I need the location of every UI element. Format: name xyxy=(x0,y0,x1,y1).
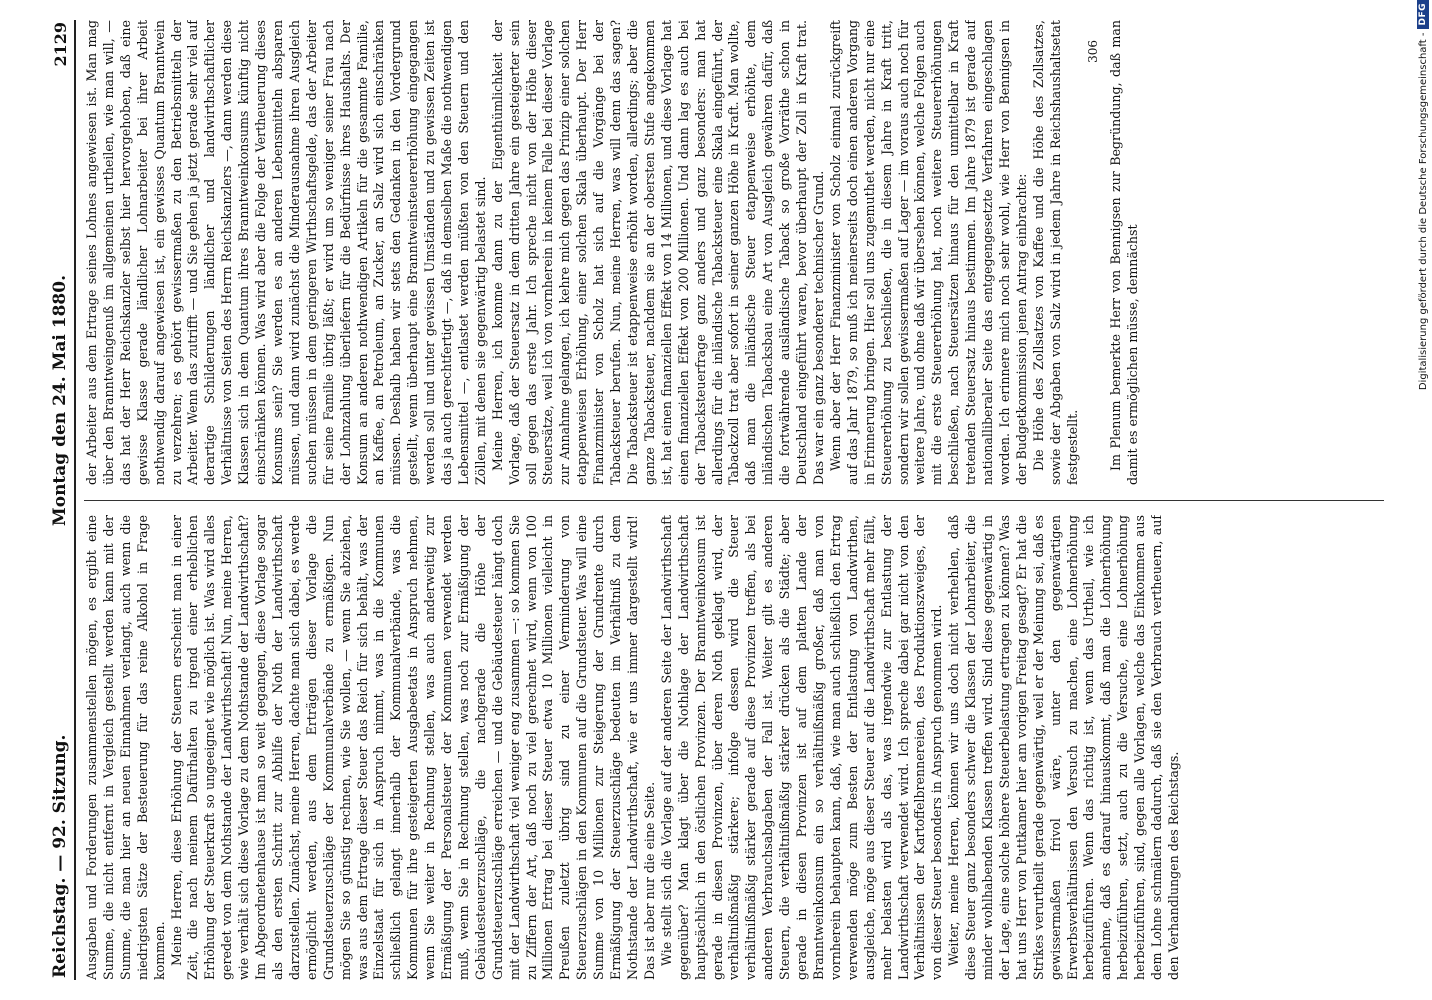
text-column-right xyxy=(84,20,1384,485)
header-left: Reichstag. — 92. Sitzung. xyxy=(50,734,70,978)
dfg-logo: DFG xyxy=(1417,0,1429,29)
column-divider xyxy=(84,500,1384,501)
paragraph: Wie stellt sich die Vorlage auf der anderen Seite der Landwirthschaft gegenüber? Man klagt über die Nothlage der Landwirthschaft hauptsächlich in den östlichen Provinzen. Der Branntweinkonsum ist gerade in diesen Provinzen, über deren Noth geklagt wird, der verhältnißmäßig stärkere; infolge dessen wird die Steuer verhältnißmäßig stärker gerade auf diese Provinzen treffen, als bei anderen Verbrauchsabgaben der Fall ist. Weiter gilt es anderen Steuern, die verhältnißmäßig stärker drücken als die Städte; aber gerade in diesen Provinzen ist auf dem platten Lande der Branntweinkonsum ein so verhältnißmäßig großer, daß man von vornherein behaupten kann, daß, wie man auch schließlich den Ertrag verwenden möge zum Besten der Entlastung von Landwirthen, ausgleiche, möge aus dieser Steuer auf die Landwirthschaft mehr fällt, mehr belasten wird als das, was irgendwie zur Entlastung der Landwirthschaft verwendet wird. Ich spreche dabei gar nicht von den Verhältnissen der Kartoffelbrennereien, des Produktionszweiges, der von dieser Steuer besonders in Anspruch genommen wird. xyxy=(658,515,945,980)
digitization-credit xyxy=(1414,0,1432,1000)
signature-mark: 306 xyxy=(1086,40,1101,63)
paragraph: Meine Herren, ich komme dann zu der Eigenthümlichkeit der Vorlage, daß der Steuersatz in dem dritten Jahre ein gesteigerter sein soll gegen das erste Jahr. Ich spreche nicht von der Höhe dieser Steuersätze, weil ich von vornherein in keinem Falle bei dieser Vorlage zur Annahme gelangen, ich kehre mich gegen das Prinzip einer solchen etappenweisen Erhöhung, einer solchen Skala überhaupt. Der Herr Finanzminister von Scholz hat sich auf die Vorgänge bei der Tabacksteuer berufen. Nun, meine Herren, was will denn das sagen? Die Tabacksteuer ist etappenweise erhöht worden, allerdings; aber die ganze Tabacksteuer, nachdem sie an der obersten Stufe angekommen ist, hat einen finanziellen Effekt von 14 Millionen, und diese Vorlage hat einen finanziellen Effekt von 200 Millionen. Und dann lag es auch bei der Tabacksteuerfrage ganz anders und ganz besonders: man hat allerdings für die inländische Tabacksteuer eine Skala eingeführt, der Tabackzoll trat aber sofort in seiner ganzen Höhe in Kraft. Man wollte, daß man die inländische Steuer etappenweise erhöhte, dem inländischen Tabacksbau eine Art von Ausgleich gewähren dafür, daß die fortwährende ausländische Taback so große Vorräthe schon in Deutschland eingeführt waren, bevor überhaupt der Zoll in Kraft trat. Das war ein ganz besonderer technischer Grund. xyxy=(489,20,826,485)
page-header xyxy=(36,20,76,980)
text-column-left xyxy=(84,515,1384,980)
paragraph: Weiter, meine Herren, können wir uns doch nicht verhehlen, daß diese Steuer ganz besonders schwer die Klassen der Lohnarbeiter, die minder wohlhabenden Klassen treffen wird. Sind diese gegenwärtig in der Lage, eine solche höhere Steuerbelastung ertragen zu können? Was hat uns Herr von Puttkamer hier am vorigen Freitag gesagt? Er hat die Strikes verurtheilt gerade gegenwärtig, weil er der Meinung sei, daß es gewissermaßen frivol wäre, unter den gegenwärtigen Erwerbsverhältnissen den Versuch zu machen, eine Lohnerhöhung herbeizuführen. Wenn das richtig ist, wenn das Urtheil, wie ich annehme, daß es darauf hinauskommt, daß man die Lohnerhöhung herbeizuführen, setzt, auch zu die Versuche, eine Lohnerhöhung herbeizuführen, sind, gegen alle Vorlagen, welche das Einkommen aus dem Lohne schmälern dadurch, daß sie den Verbrauch vertheuern, auf den Verhandlungen des Reichstags. xyxy=(946,515,1181,980)
quoted-motion: Die Höhe des Zollsatzes von Kaffee und die Höhe des Zollsatzes, sowie der Abgaben von Salz wird in jedem Jahre in Reichshaushaltsetat festgestellt. xyxy=(1030,20,1080,485)
rotated-page-content xyxy=(36,20,1396,980)
paragraph: Im Plenum bemerkte Herr von Bennigsen zur Begründung, daß man damit es ermöglichen müsse, demnächst xyxy=(1108,20,1141,485)
paragraph: Wenn aber der Herr Finanzminister von Scholz einmal zurückgreift auf das Jahr 1879, so muß ich meinerseits doch einen anderen Vorgang in Erinnerung bringen. Hier soll uns zugemuthet werden, nicht nur eine Steuererhöhung zu beschließen, die in diesem Jahre in Kraft tritt, sondern wir sollen gewissermaßen auf Lager — im voraus auch noch für weitere Jahre, und ohne daß wir übersehen können, welche Folgen auch mit die erste Steuererhöhung hat, noch weitere Steuererhöhungen beschließen, nach Steuersätzen hinaus für den unmittelbar in Kraft tretenden Steuersatz hinaus bestimmen. Im Jahre 1879 ist gerade auf nationalliberaler Seite das entgegengesetzte Verfahren eingeschlagen worden. Ich erinnere mich noch sehr wohl, wie Herr von Bennigsen in der Budgetkommission jenen Antrag einbrachte: xyxy=(827,20,1029,485)
paragraph: Meine Herren, diese Erhöhung der Steuern erscheint man in einer Zeit, die nach meinem Dafürhalten zu irgend einer erheblichen Erhöhung der Steuerkraft so ungeeignet wie möglich ist. Was wird alles geredet von dem Nothstande der Landwirthschaft! Nun, meine Herren, wie verhält sich diese Vorlage zu dem Nothstande der Landwirthschaft? Im Abgeordnetenhause ist man so weit gegangen, diese Vorlage sogar als den ersten Schritt zur Abhilfe der Noth der Landwirthschaft darzustellen. Zunächst, meine Herren, dachte man sich dabei, es werde ermöglicht werden, aus dem Erträgen dieser Vorlage die Grundsteuerzuschläge der Kommunalverbände zu ermäßigen. Nun mögen Sie so günstig rechnen, wie Sie wollen, — wenn Sie abziehen, was aus dem Ertrage dieser Steuer das Reich für sich behält, was der Einzelstaat für sich in Anspruch nimmt, was in die Kommunen schließlich gelangt innerhalb der Kommunalverbände, was die Kommunen für ihre gesteigerten Ausgabeetats in Anspruch nehmen, wenn Sie weiter in Rechnung stellen, was auch anderweitig zur Ermäßigung der Personalsteuer der Kommunen verwendet werden muß, wenn Sie in Rechnung stellen, was noch zur Ermäßigung der Gebäudesteuerzuschläge, die nachgerade die Höhe der Grundsteuerzuschläge erreichen — und die Gebäudesteuer hängt doch mit der Landwirthschaft viel weniger eng zusammen —: so kommen Sie zu Ziffern der Art, daß noch zu viel gerechnet wird, wenn von 100 Millionen Ertrag bei dieser Steuer etwa 10 Millionen vielleicht in Preußen zuletzt übrig sind zu einer Verminderung von Steuerzuschlägen in den Kommunen auf die Grundsteuer. Was will eine Summe von 10 Millionen zur Steigerung der Grundrente durch Ermäßigung der Steuerzuschläge bedeuten im Verhältniß zu dem Nothstande der Landwirthschaft, wie er uns immer dargestellt wird! Das ist aber nur die eine Seite. xyxy=(168,515,657,980)
header-date: Montag den 24. Mai 1880. xyxy=(50,274,70,527)
page-number: 2129 xyxy=(51,22,70,67)
paragraph: Ausgaben und Forderungen zusammenstellen mögen, es ergibt eine Summe, die nicht entfernt in Vergleich gestellt werden kann mit der Summe, die man hier an neuen Einnahmen verlangt, auch wenn die niedrigsten Sätze der Besteuerung für das reine Alkohol in Frage kommen. xyxy=(84,515,167,980)
credit-text: Digitalisierung gefördert durch die Deutsche Forschungsgemeinschaft - xyxy=(1417,32,1429,391)
paragraph: der Arbeiter aus dem Ertrage seines Lohnes angewiesen ist. Man mag über den Branntweingenuß im allgemeinen urtheilen, wie man will, — das hat der Herr Reichskanzler selbst hier hervorgehoben, daß eine gewisse Klasse gerade ländlicher Lohnarbeiter bei ihrer Arbeit nothwendig darauf angewiesen ist, ein gewisses Quantum Branntwein zu verzehren; es gehört gewissermaßen zu den Betriebsmitteln der Arbeiter. Wenn das zutrifft — und Sie gehen ja jetzt gerade sehr viel auf derartige Schilderungen ländlicher und landwirthschaftlicher Verhältnisse von Seiten des Herrn Reichskanzlers —, dann werden diese Klassen sich in dem Quantum ihres Branntweinkonsums künftig nicht einschränken können. Was wird aber die Folge der Vertheuerung dieses Konsums sein? Sie werden es an anderen Lebensmitteln absparen müssen, und dann wird zunächst die Minderausnahme ihren Ausgleich suchen müssen in dem geringeren Wirthschaftsgelde, das der Arbeiter für seine Familie übrig läßt; er wird um so weniger seiner Frau nach der Lohnzahlung überliefern für die Bedürfnisse ihres Haushalts. Der Konsum an anderen nothwendigen Artikeln für die gesammte Familie, an Kaffee, an Petroleum, an Zucker, an Salz wird sich einschränken müssen. Deshalb haben wir stets den Gedanken in den Vordergrund gestellt, wenn überhaupt eine Branntweinsteuererhöhung eingegangen werden soll und unter gewissen Umständen und zu gewissen Zeiten ist das ja auch gerechtfertigt —, daß in demselben Maße die nothwendigen Lebensmittel —, entlastet werden müßten von den Steuern und den Zöllen, mit denen sie gegenwärtig belastet sind. xyxy=(84,20,488,485)
